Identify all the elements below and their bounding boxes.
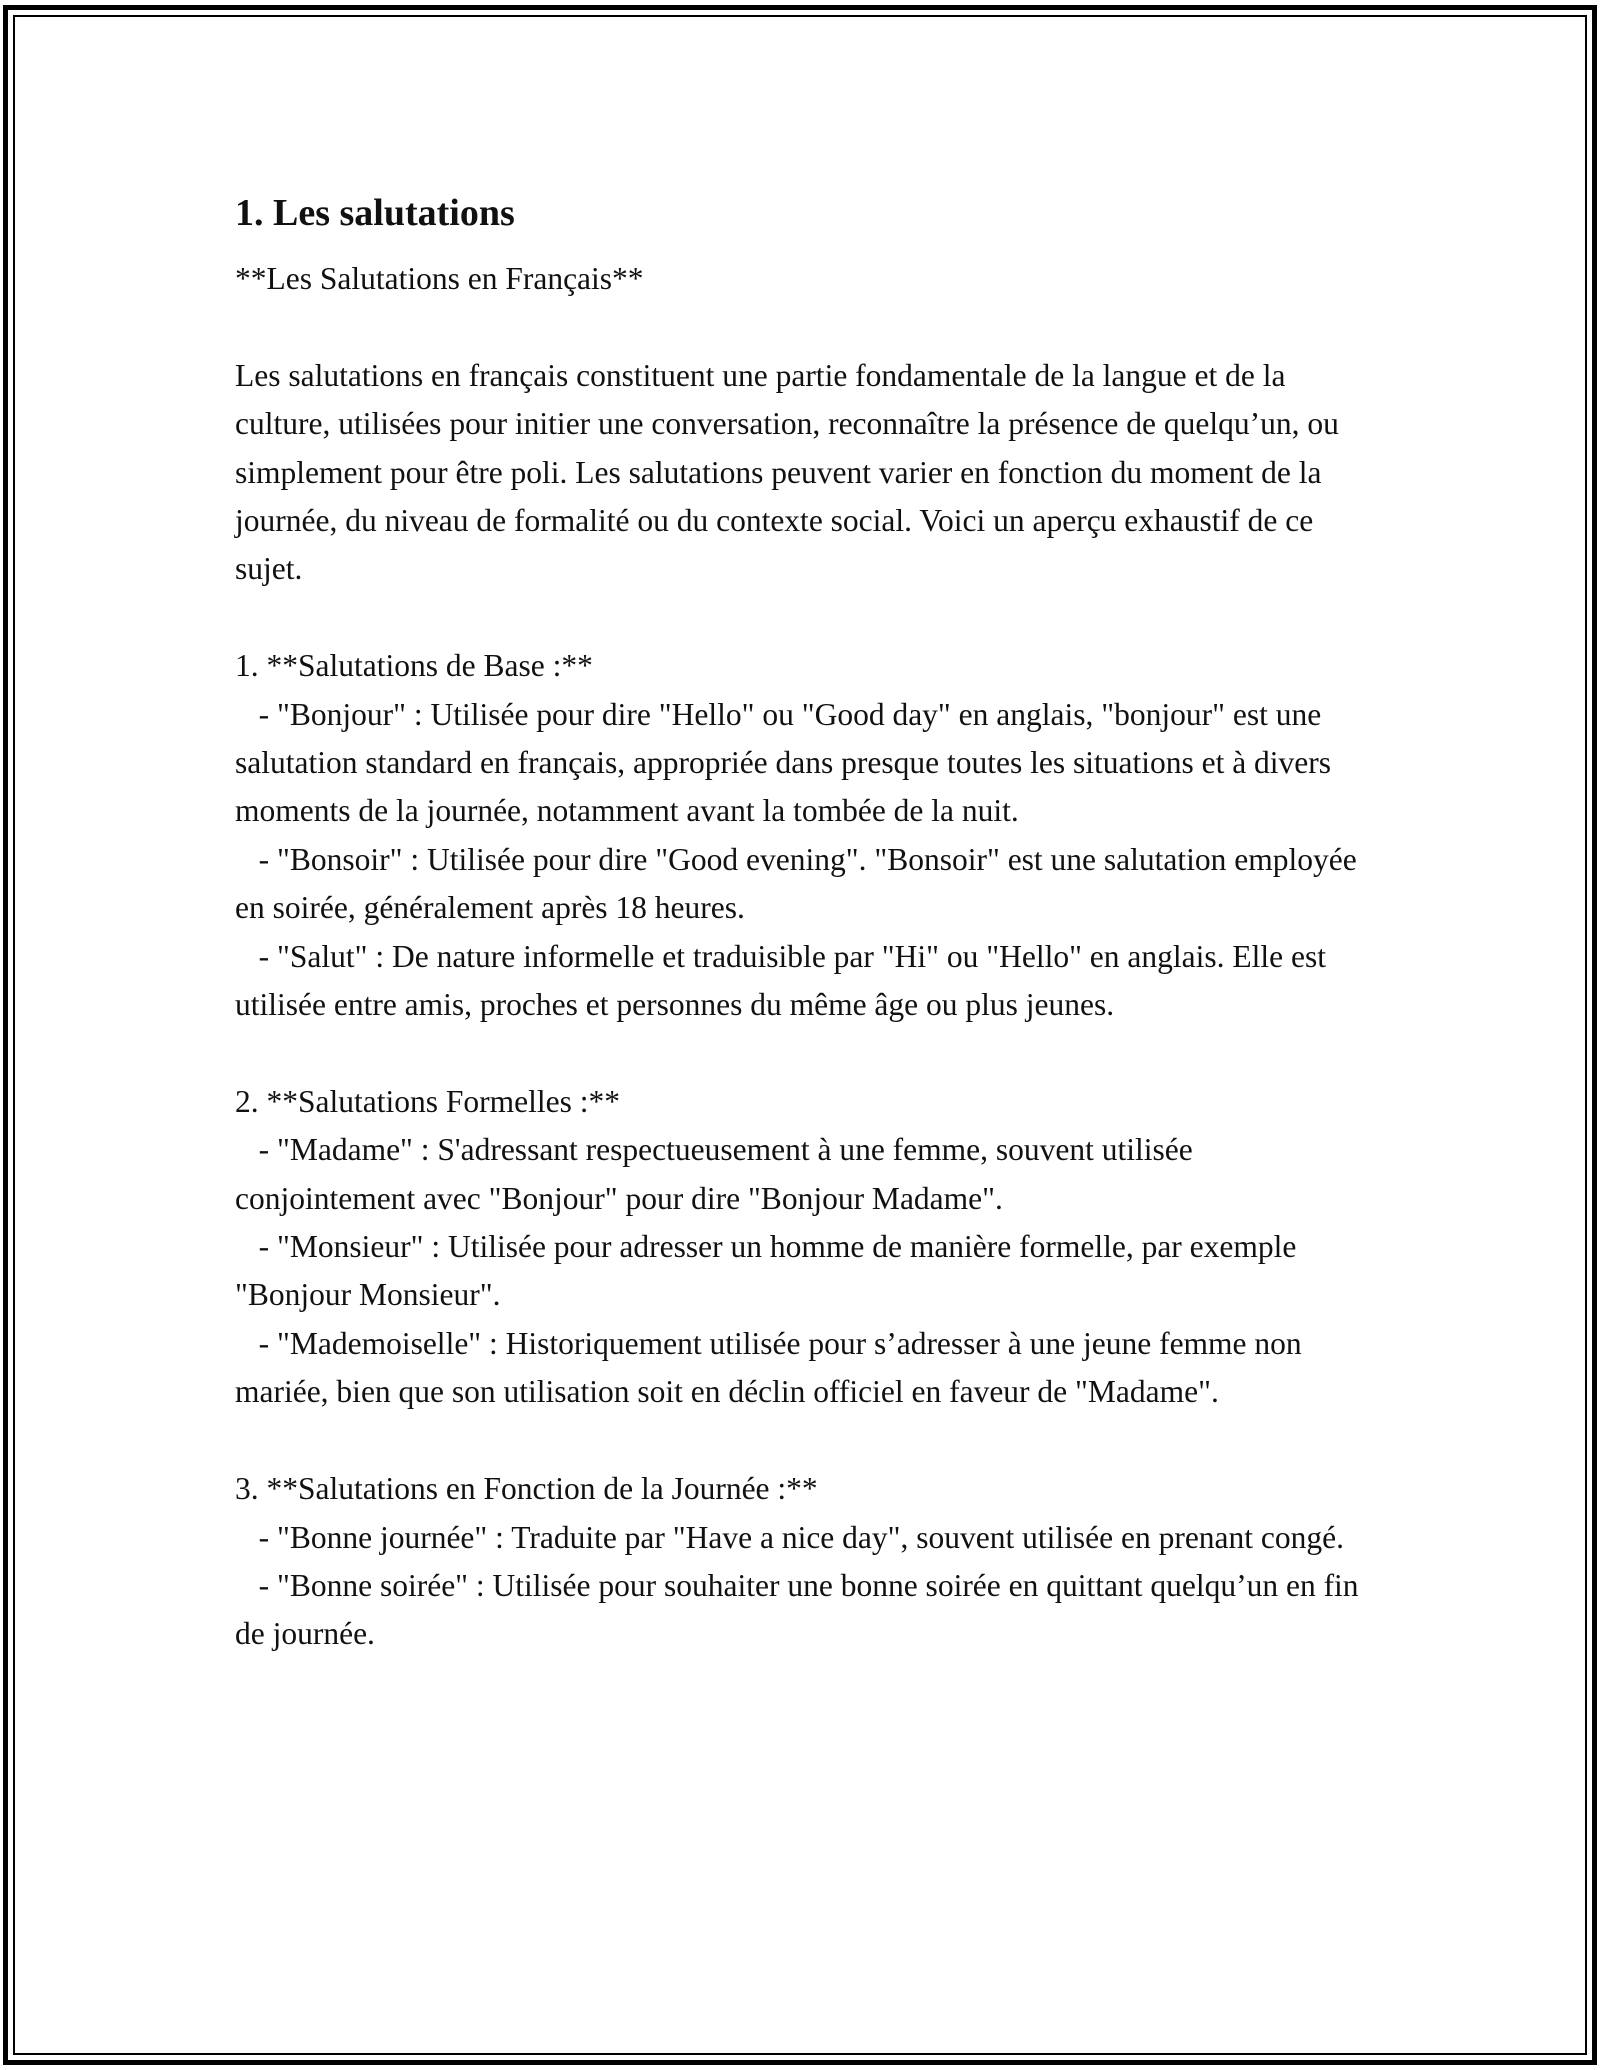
spacer [235,1029,1365,1077]
list-item: - "Bonjour" : Utilisée pour dire "Hello" ou "Good day" en anglais, "bonjour" est une salutation standard en français, appropriée dans presque toutes les situations et à divers moments de la journée, notamment avant la tombée de la nuit. [235,696,1339,829]
section-journee [235,1465,1365,1659]
list-item: - "Bonne soirée" : Utilisée pour souhaiter une bonne soirée en quittant quelqu’un en fin de journée. [235,1567,1367,1652]
list-item: - "Bonsoir" : Utilisée pour dire "Good evening". "Bonsoir" est une salutation employée en soirée, généralement après 18 heures. [235,841,1365,926]
list-item: - "Mademoiselle" : Historiquement utilisée pour s’adresser à une jeune femme non mariée, bien que son utilisation soit en déclin officiel en faveur de "Madame". [235,1325,1310,1410]
spacer [235,303,1365,351]
spacer [235,594,1365,642]
list-item: - "Madame" : S'adressant respectueusement à une femme, souvent utilisée conjointement avec "Bonjour" pour dire "Bonjour Madame". [235,1132,1201,1216]
section-base [235,642,1365,1029]
section-heading: 3. **Salutations en Fonction de la Journée :** [235,1471,818,1507]
section-formelles [235,1078,1365,1417]
document-body [235,185,1365,1659]
page-title: 1. Les salutations [235,192,515,234]
list-item: - "Bonne journée" : Traduite par "Have a nice day", souvent utilisée en prenant congé. [235,1519,1344,1555]
list-item: - "Salut" : De nature informelle et traduisible par "Hi" ou "Hello" en anglais. Elle est utilisée entre amis, proches et personnes du même âge ou plus jeunes. [235,938,1334,1023]
list-item: - "Monsieur" : Utilisée pour adresser un homme de manière formelle, par exemple "Bonjour Monsieur". [235,1229,1305,1313]
section-heading: 2. **Salutations Formelles :** [235,1083,620,1119]
intro-paragraph: Les salutations en français constituent une partie fondamentale de la langue et de la culture, utilisées pour initier une conversation, reconnaître la présence de quelqu’un, ou simplement pour être poli. Les salutations peuvent varier en fonction du moment de la journée, du niveau de formalité ou du contexte social. Voici un aperçu exhaustif de ce sujet. [235,357,1347,587]
section-heading: 1. **Salutations de Base :** [235,648,593,684]
spacer [235,1417,1365,1465]
document-subtitle: **Les Salutations en Français** [235,261,644,296]
